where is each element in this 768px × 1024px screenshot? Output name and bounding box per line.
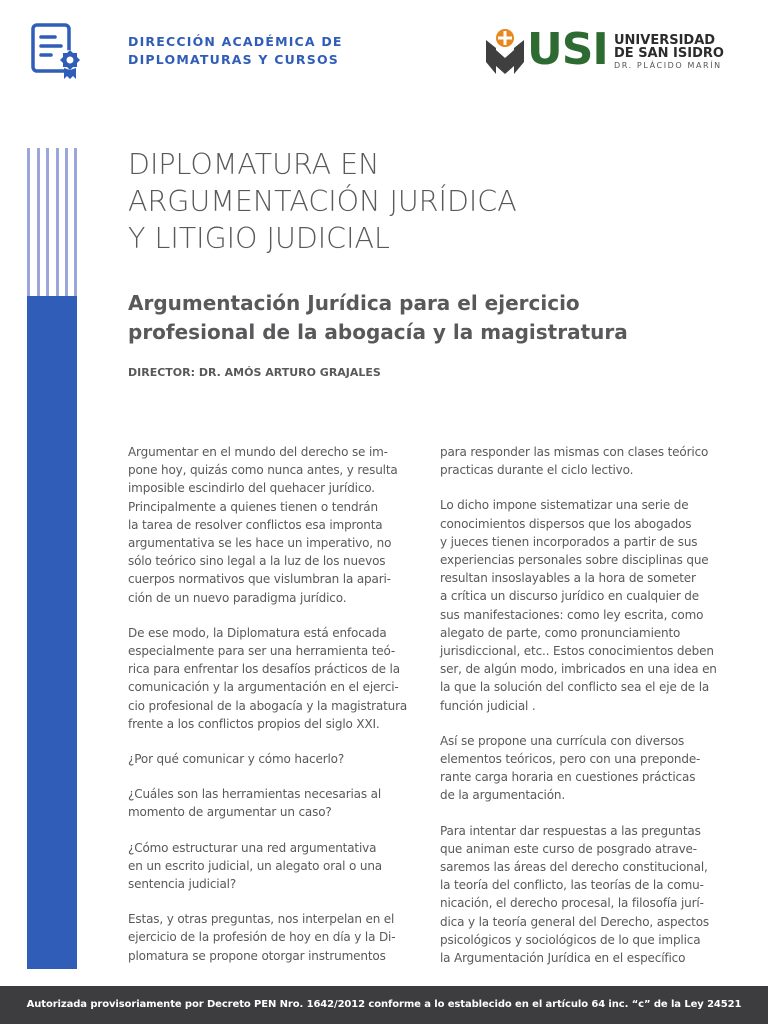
title-line-3: Y LITIGIO JUDICIAL xyxy=(128,222,390,255)
paragraph-line: Lo dicho impone sistematizar una serie de xyxy=(440,498,689,513)
body-paragraph xyxy=(128,624,413,733)
paragraph-line: elementos teóricos, pero con una preponde- xyxy=(440,752,701,767)
accreditation-footer: Autorizada provisoriamente por Decreto PEN Nro. 1642/2012 conforme a lo establecido en el artículo 64 inc. “c” de la Ley 24521 xyxy=(0,986,768,1024)
paragraph-line: ¿Cuáles son las herramientas necesarias al xyxy=(128,787,382,802)
body-paragraph xyxy=(440,496,725,714)
paragraph-line: especialmente para ser una herramienta teó- xyxy=(128,644,396,659)
paragraph-line: rica para enfrentar los desafíos prácticos de la xyxy=(128,662,400,677)
paragraph-line: cuerpos normativos que vislumbran la apari- xyxy=(128,572,391,587)
paragraph-line: nicación, el derecho procesal, la filosofía jurí- xyxy=(440,896,704,911)
paragraph-line: frente a los conflictos propios del siglo XXI. xyxy=(128,716,380,731)
paragraph-line: conocimientos dispersos que los abogados xyxy=(440,516,692,531)
paragraph-line: De ese modo, la Diplomatura está enfocada xyxy=(128,625,387,640)
paragraph-line: ejercicio de la profesión de hoy en día y la Di- xyxy=(128,930,396,945)
paragraph-line: la tarea de resolver conflictos esa impronta xyxy=(128,517,383,532)
decorative-blue-bar xyxy=(27,296,77,969)
paragraph-line: Principalmente a quienes tienen o tendrán xyxy=(128,499,378,514)
paragraph-line: función judicial . xyxy=(440,698,536,713)
body-paragraph xyxy=(440,822,725,968)
paragraph-line: resultan insoslayables a la hora de someter xyxy=(440,571,696,586)
paragraph-line: experiencias personales sobre disciplinas que xyxy=(440,553,709,568)
body-paragraph xyxy=(128,750,413,768)
paragraph-line: ser, de algún modo, imbricados en una idea en xyxy=(440,662,717,677)
paragraph-line: sus manifestaciones: como ley escrita, como xyxy=(440,607,704,622)
paragraph-line: sólo teórico sino legal a la luz de los nuevos xyxy=(128,554,386,569)
usi-logo xyxy=(484,26,734,76)
stripe xyxy=(46,148,49,296)
stripe xyxy=(65,148,68,296)
director-line: DIRECTOR: DR. AMÓS ARTURO GRAJALES xyxy=(128,366,381,379)
body-column-right xyxy=(440,443,725,984)
body-paragraph xyxy=(128,443,413,607)
department-header xyxy=(128,33,343,69)
body-paragraph xyxy=(128,785,413,821)
paragraph-line: imposible escindirlo del quehacer jurídico. xyxy=(128,481,375,496)
paragraph-line: que animan este curso de posgrado atrave- xyxy=(440,841,697,856)
paragraph-line: psicológicos y sociológicos de lo que implica xyxy=(440,932,701,947)
logo-name-line-2: DE SAN ISIDRO xyxy=(614,46,724,61)
paragraph-line: jurisdiccional, etc.. Estos conocimientos deben xyxy=(440,644,714,659)
paragraph-line: comunicación y la argumentación en el ejerci- xyxy=(128,680,399,695)
decorative-stripes xyxy=(27,148,77,296)
logo-acronym: USI xyxy=(527,24,608,75)
certificate-icon xyxy=(30,22,84,82)
title-line-1: DIPLOMATURA EN xyxy=(128,148,380,181)
paragraph-line: argumentativa se les hace un imperativo, no xyxy=(128,536,392,551)
body-paragraph xyxy=(128,910,413,965)
paragraph-line: saremos las áreas del derecho constitucional, xyxy=(440,860,708,875)
paragraph-line: dica y la teoría general del Derecho, aspectos xyxy=(440,914,710,929)
paragraph-line: alegato de parte, como pronunciamiento xyxy=(440,625,681,640)
paragraph-line: momento de argumentar un caso? xyxy=(128,805,332,820)
paragraph-line: en un escrito judicial, un alegato oral o una xyxy=(128,858,383,873)
body-paragraph xyxy=(440,443,725,479)
stripe xyxy=(37,148,40,296)
department-line-1: DIRECCIÓN ACADÉMICA DE xyxy=(128,34,343,49)
paragraph-line: de la argumentación. xyxy=(440,788,566,803)
page-title xyxy=(128,146,728,257)
stripe xyxy=(56,148,59,296)
paragraph-line: a crítica un discurso jurídico en cualquier de xyxy=(440,589,700,604)
logo-name-line-3: DR. PLÁCIDO MARÍN xyxy=(614,61,722,70)
subtitle-line-2: profesional de la abogacía y la magistratura xyxy=(128,320,628,344)
usi-emblem-icon xyxy=(486,28,524,74)
paragraph-line: la Argumentación Jurídica en el específico xyxy=(440,951,686,966)
logo-name-line-1: UNIVERSIDAD xyxy=(614,33,716,48)
page-subtitle xyxy=(128,289,738,347)
paragraph-line: Argumentar en el mundo del derecho se im- xyxy=(128,445,388,459)
paragraph-line: rante carga horaria en cuestiones prácticas xyxy=(440,770,696,785)
paragraph-line: Estas, y otras preguntas, nos interpelan en el xyxy=(128,912,395,927)
stripe xyxy=(74,148,77,296)
body-paragraph xyxy=(128,839,413,894)
paragraph-line: plomatura se propone otorgar instrumentos xyxy=(128,948,386,963)
title-line-2: ARGUMENTACIÓN JURÍDICA xyxy=(128,185,517,218)
paragraph-line: para responder las mismas con clases teórico xyxy=(440,445,709,459)
paragraph-line: ción de un nuevo paradigma jurídico. xyxy=(128,590,347,605)
department-line-2: DIPLOMATURAS Y CURSOS xyxy=(128,52,339,67)
paragraph-line: sentencia judicial? xyxy=(128,877,237,892)
paragraph-line: cio profesional de la abogacía y la magistratura xyxy=(128,698,408,713)
stripe xyxy=(27,148,30,296)
body-column-left xyxy=(128,443,413,982)
body-paragraph xyxy=(440,732,725,805)
paragraph-line: Así se propone una currícula con diversos xyxy=(440,733,685,748)
subtitle-line-1: Argumentación Jurídica para el ejercicio xyxy=(128,291,580,315)
paragraph-line: la que la solución del conflicto sea el eje de la xyxy=(440,680,710,695)
paragraph-line: y jueces tienen incorporados a partir de sus xyxy=(440,534,698,549)
paragraph-line: practicas durante el ciclo lectivo. xyxy=(440,463,634,478)
paragraph-line: Para intentar dar respuestas a las preguntas xyxy=(440,823,701,838)
paragraph-line: ¿Cómo estructurar una red argumentativa xyxy=(128,840,377,855)
paragraph-line: pone hoy, quizás como nunca antes, y resulta xyxy=(128,463,398,478)
paragraph-line: la teoría del conflicto, las teorías de la comu- xyxy=(440,878,704,893)
paragraph-line: ¿Por qué comunicar y cómo hacerlo? xyxy=(128,752,345,767)
